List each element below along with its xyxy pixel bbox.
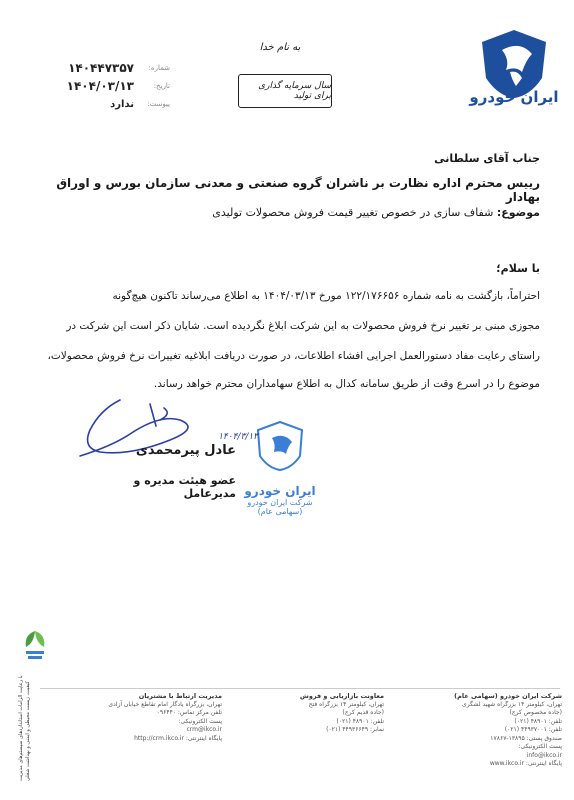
letter-date-label: تاریخ: (153, 82, 170, 90)
letter-attachment-label: پیوست: (147, 100, 170, 108)
stamp-logo-icon (240, 418, 320, 478)
paragraph-line: راستای رعایت مفاد دستورالعمل اجرایی افشاء اطلاعات، در صورت دریافت ابلاغیه تغییرات نرخ فروش محصولات، (47, 350, 540, 362)
letter-number: ۱۴۰۴۴۷۳۵۷ (68, 61, 134, 75)
paragraph-line: احتراماً، بازگشت به نامه شماره ۱۲۲/۱۷۶۶۵۶ مورخ ۱۴۰۴/۰۳/۱۳ به اطلاع می‌رساند تاکنون هیچ‌گونه (112, 290, 540, 302)
footer-line: تهران، کیلومتر ۱۴ بزرگراه فتح (308, 700, 384, 708)
footer-website[interactable]: پایگاه اینترنتی: www.ikco.ir (489, 760, 562, 767)
footer-divider (40, 688, 560, 689)
ikco-logo-icon (466, 26, 562, 122)
stamp-brand: ایران خودرو (244, 484, 316, 498)
footer-company-title: شرکت ایران خودرو (سهامی عام) (454, 692, 562, 700)
footer-crm-info (72, 692, 222, 743)
footer-line: صندوق پستی: ۱۳۸۹۵-۱۷۸۶۷ (490, 734, 562, 742)
addressee: جناب آقای سلطانی (434, 152, 540, 165)
signer-name: عادل پیرمحمدی (135, 443, 236, 458)
signer-title: عضو هیئت مدیره و مدیرعامل (133, 474, 236, 500)
footer-line: تلفن: ۴۸۹۰۱ (۰۲۱) (514, 717, 562, 725)
subject-text: شفاف سازی در خصوص تغییر قیمت فروش محصولات تولیدی (212, 206, 494, 219)
footer-sales-info (234, 692, 384, 735)
paragraph-line: مجوزی مبنی بر تغییر نرخ فروش محصولات به این شرکت ابلاغ نگردیده است. شایان ذکر است این شرکت در (66, 320, 540, 332)
footer-line: پست الکترونیکی: (518, 743, 562, 750)
footer-line: (جاده قدیم کرج) (342, 709, 384, 716)
stamp-company: شرکت ایران خودرو (247, 498, 313, 507)
subject-line (34, 206, 540, 220)
footer-line: پست الکترونیکی: (178, 717, 222, 725)
footer-email[interactable]: info@ikco.ir (526, 751, 562, 759)
footer-website[interactable]: پایگاه اینترنتی: http://crm.ikco.ir (134, 734, 222, 742)
subject-label: موضوع: (496, 206, 540, 219)
footer-line: تلفن: ۴۴۹۳۷۰۰۱ (۰۲۱) (504, 726, 562, 733)
greeting: با سلام؛ (496, 262, 540, 275)
letter-date-row (20, 78, 170, 94)
footer-line: تهران، بزرگراه یادگار امام تقاطع خیابان آزادی (108, 700, 222, 708)
footer-sales-title: معاونت بازاریابی و فروش (299, 692, 384, 700)
paragraph-line: موضوع را در اسرع وقت از طریق سامانه کدال به اطلاع سهامداران محترم خواهد رساند. (153, 378, 540, 390)
footer-email[interactable]: crm@ikco.ir (186, 726, 222, 733)
footer-line: نمابر: ۴۴۹۳۶۶۴۹ (۰۲۱) (326, 726, 384, 733)
footer-company-info (412, 692, 562, 769)
signature-icon (60, 390, 210, 470)
environment-certification-text: با رعایت الزامات استانداردهای سیستم‌های مدیریت کیفیت، زیست محیطی و ایمنی و بهداشت شغلی (18, 675, 31, 781)
letter-number-label: شماره: (148, 64, 170, 72)
footer-line: تلفن: ۴۸۹۰۱ (۰۲۱) (336, 717, 384, 725)
letter-attachment-row (20, 96, 170, 112)
letter-attachment: ندارد (110, 98, 134, 110)
environment-logo-icon (20, 625, 50, 665)
ikco-logo-text: ایران خودرو (469, 88, 559, 106)
handwritten-date: ۱۴۰۴/۳/۱۳ (218, 432, 258, 442)
stamp-type: (سهامی عام) (257, 507, 303, 516)
addressee-position: رییس محترم اداره نظارت بر ناشران گروه صنعتی و معدنی سازمان بورس و اوراق بهادار (56, 176, 540, 204)
footer-line: تهران، کیلومتر ۱۴ بزرگراه شهید لشگری (462, 700, 562, 708)
footer-line: تلفن مرکز تماس: ۰۹۶۴۴۰ (156, 709, 222, 716)
letter-number-row (20, 60, 170, 76)
basmala: به نام خدا (259, 42, 301, 53)
year-slogan (238, 74, 332, 108)
footer-crm-title: مدیریت ارتباط با مشتریان (138, 692, 222, 700)
letter-date: ۱۴۰۴/۰۳/۱۳ (66, 79, 134, 93)
footer-line: (جاده مخصوص کرج) (509, 709, 562, 716)
year-slogan-text: سال سرمایه گذاری برای تولید (258, 81, 331, 101)
